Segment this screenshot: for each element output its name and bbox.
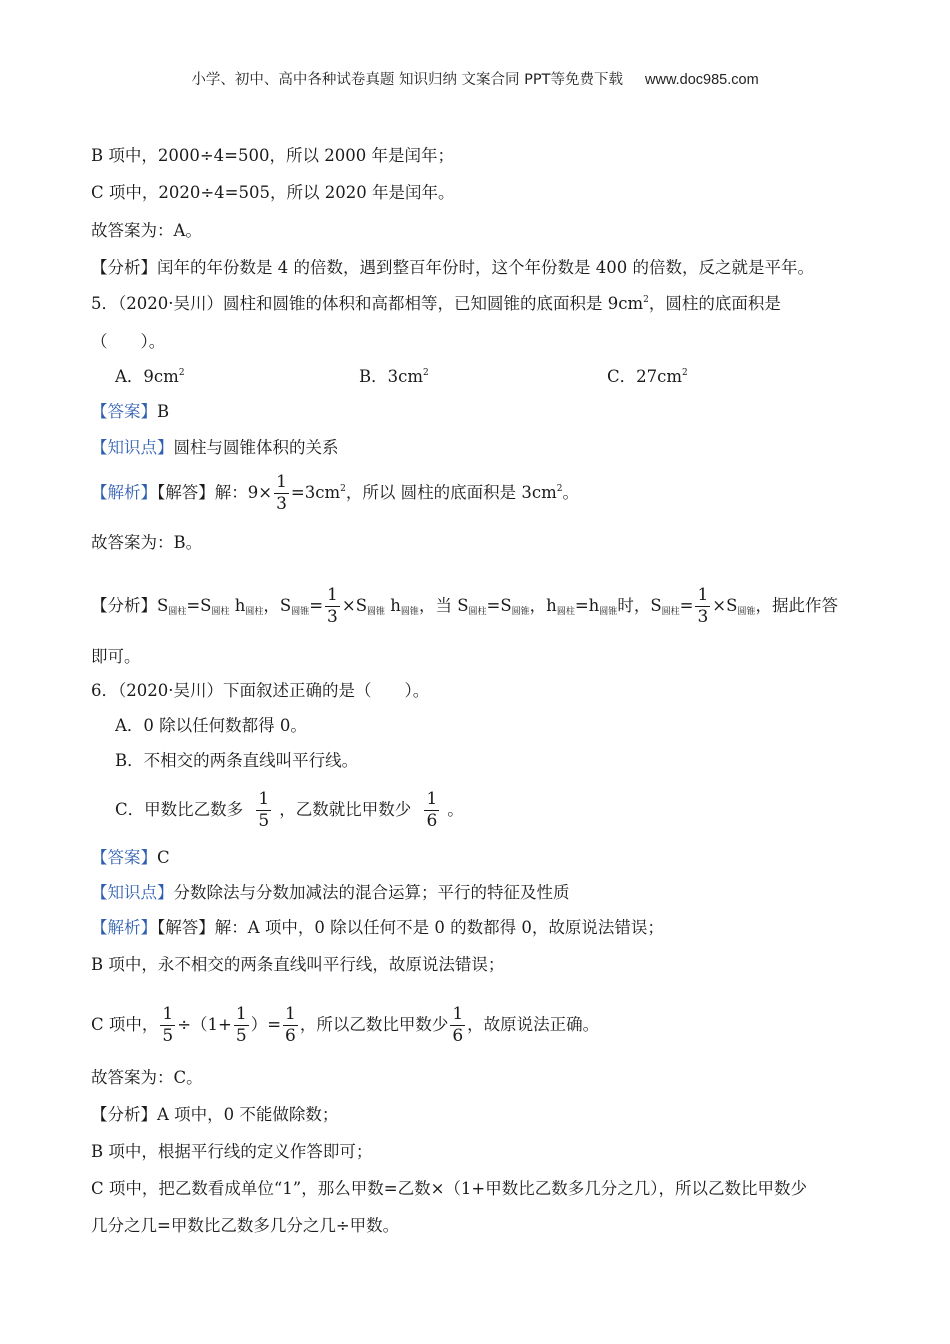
- dang: ，当: [418, 596, 458, 615]
- q6-analysis-c1: C 项中，把乙数看成单位“1”，那么甲数=乙数×（1+甲数比乙数多几分之几），所以乙数比甲数少: [91, 1179, 807, 1198]
- h: h: [546, 596, 557, 615]
- opt-text: A．9cm: [115, 367, 179, 386]
- sub: 圆柱: [661, 607, 680, 617]
- s: S: [200, 596, 212, 615]
- header-url[interactable]: www.doc985.com: [645, 72, 759, 88]
- h: h: [234, 596, 246, 615]
- numerator: 1: [697, 585, 709, 605]
- s: S: [279, 596, 292, 615]
- numerator: 1: [285, 1004, 296, 1024]
- s: S: [726, 596, 738, 615]
- fraction-one-fifth: [234, 1006, 249, 1045]
- q6-analysis-c2: 几分之几=甲数比乙数多几分之几÷甲数。: [91, 1216, 400, 1235]
- q5-answer: [91, 401, 169, 423]
- denominator: 5: [162, 1026, 174, 1046]
- opt-text: B．3cm: [359, 367, 424, 386]
- q5-conclusion: 故答案为：B。: [91, 533, 203, 552]
- numerator: 1: [235, 1004, 247, 1024]
- q6-option-c: [115, 787, 464, 833]
- jd-tag: 【解答】: [157, 918, 215, 937]
- sup: 2: [682, 368, 688, 378]
- q5-explanation: [91, 470, 579, 516]
- s: S: [457, 596, 469, 615]
- numerator: 1: [327, 585, 338, 605]
- sub: 圆柱: [168, 607, 187, 617]
- eq: =: [309, 596, 324, 615]
- q5-stem-text-2: ，圆柱的底面积是: [648, 294, 781, 313]
- opt-text: 。: [447, 800, 464, 819]
- numerator: 1: [276, 472, 287, 492]
- q6-option-a: A．0 除以任何数都得 0。: [115, 716, 307, 735]
- sub: 圆锥: [511, 607, 530, 617]
- q5-analysis-tail: 即可。: [91, 647, 141, 666]
- q6-explanation-b: B 项中，永不相交的两条直线叫平行线，故原说法错误；: [91, 955, 505, 974]
- jx-text: 解：A 项中，0 除以任何不是 0 的数都得 0，故原说法错误；: [214, 918, 664, 937]
- header-text: 小学、初中、高中各种试卷真题 知识归纳 文案合同 PPT等免费下载: [191, 72, 624, 88]
- s: S: [500, 596, 512, 615]
- denominator: 6: [452, 1026, 464, 1046]
- q5-option-c: [607, 366, 688, 388]
- jx-text: ，所以 圆柱的底面积是 3cm: [345, 483, 557, 502]
- kp-text: 分数除法与分数加减法的混合运算；平行的特征及性质: [173, 883, 570, 902]
- denominator: 6: [426, 811, 438, 831]
- jx-text: =3cm: [290, 483, 341, 502]
- jx-tag: 【解析】: [91, 918, 157, 937]
- sub: 圆锥: [599, 607, 618, 617]
- fraction-one-third: [695, 587, 710, 626]
- q6-stem: 6．（2020·吴川）下面叙述正确的是（ ）。: [91, 681, 430, 700]
- sub: 圆柱: [211, 607, 230, 617]
- an-end: ，据此作答: [755, 596, 838, 615]
- sub: 圆锥: [291, 607, 310, 617]
- jx-text: ，所以乙数比甲数少: [299, 1015, 449, 1034]
- fraction-one-third: [325, 587, 340, 626]
- an-text: A 项中，0 不能做除数；: [157, 1105, 339, 1124]
- line-c-item: C 项中，2020÷4=505，所以 2020 年是闰年。: [91, 183, 455, 202]
- q6-explanation-c: [91, 1002, 599, 1048]
- denominator: 5: [235, 1026, 247, 1046]
- fraction-one-fifth: [256, 791, 271, 830]
- s: S: [355, 596, 368, 615]
- jx-text: ÷（1+: [177, 1015, 232, 1034]
- line-answer-a: 故答案为：A。: [91, 221, 202, 240]
- q6-option-b: B．不相交的两条直线叫平行线。: [115, 751, 359, 770]
- answer-tag: 【答案】: [91, 402, 157, 421]
- sup: 2: [178, 368, 185, 378]
- eq: =: [186, 596, 201, 615]
- fraction-one-fifth: [160, 1006, 175, 1045]
- shi: 时，: [617, 596, 651, 615]
- denominator: 5: [258, 811, 270, 831]
- q5-options: [115, 366, 688, 388]
- comma: ，: [529, 596, 547, 615]
- an-tag: 【分析】: [91, 1105, 157, 1124]
- sub: 圆柱: [556, 607, 575, 617]
- numerator: 1: [426, 789, 438, 809]
- denominator: 3: [276, 494, 287, 514]
- jx-text: ，故原说法正确。: [467, 1015, 600, 1034]
- denominator: 6: [285, 1026, 296, 1046]
- eq: =: [486, 596, 501, 615]
- sup: 2: [340, 484, 346, 494]
- comma: ，: [263, 596, 280, 615]
- sup: 2: [556, 484, 563, 494]
- sub: 圆柱: [468, 607, 487, 617]
- jx-text: ）=: [250, 1015, 282, 1034]
- fraction-one-sixth: [424, 791, 439, 830]
- s: S: [650, 596, 662, 615]
- denominator: 3: [327, 607, 338, 627]
- analysis-text: 闰年的年份数是 4 的倍数，遇到整百年份时，这个年份数是 400 的倍数，反之就是平年。: [157, 258, 814, 277]
- mul: ×: [712, 596, 727, 615]
- answer-value: B: [157, 402, 170, 421]
- jx-text: 。: [562, 483, 579, 502]
- eq: =: [574, 596, 589, 615]
- q6-analysis-b: B 项中，根据平行线的定义作答即可；: [91, 1142, 373, 1161]
- analysis-tag: 【分析】: [91, 258, 157, 277]
- q6-conclusion: 故答案为：C。: [91, 1068, 203, 1087]
- an-tag: 【分析】: [91, 596, 157, 615]
- kp-tag: 【知识点】: [91, 883, 174, 902]
- answer-value: C: [157, 848, 170, 867]
- h: h: [390, 596, 401, 615]
- sub: 圆柱: [245, 607, 264, 617]
- jx-text: C 项中，: [91, 1015, 159, 1034]
- numerator: 1: [162, 1004, 174, 1024]
- opt-text: C．27cm: [607, 367, 683, 386]
- kp-tag: 【知识点】: [91, 438, 174, 457]
- s: S: [157, 596, 169, 615]
- numerator: 1: [258, 789, 270, 809]
- sup: 2: [643, 295, 649, 305]
- mul: ×: [341, 596, 356, 615]
- analysis-q4: [91, 257, 814, 279]
- opt-text: C．甲数比乙数多: [115, 800, 244, 819]
- line-b-item: B 项中，2000÷4=500，所以 2000 年是闰年；: [91, 146, 454, 165]
- fraction-one-sixth: [450, 1006, 465, 1045]
- fraction-one-sixth: [283, 1006, 298, 1045]
- sub: 圆锥: [400, 607, 419, 617]
- page-header: [0, 68, 950, 89]
- q5-option-a: [115, 366, 359, 388]
- q6-explanation: [91, 917, 664, 939]
- q6-answer: [91, 847, 170, 869]
- q5-stem-text: 5．（2020·吴川）圆柱和圆锥的体积和高都相等，已知圆锥的底面积是 9cm: [91, 294, 644, 313]
- sub: 圆锥: [367, 607, 386, 617]
- q5-analysis: [91, 583, 838, 635]
- opt-text: ，乙数就比甲数少: [279, 800, 412, 819]
- kp-text: 圆柱与圆锥体积的关系: [173, 438, 339, 457]
- q5-knowledge-point: [91, 437, 339, 459]
- h: h: [588, 596, 600, 615]
- eq: =: [679, 596, 694, 615]
- q6-knowledge-point: [91, 882, 570, 904]
- denominator: 3: [697, 607, 709, 627]
- numerator: 1: [452, 1004, 464, 1024]
- q5-stem: [91, 293, 781, 315]
- q5-option-b: [359, 366, 607, 388]
- q6-analysis-a: [91, 1104, 338, 1126]
- q5-paren: （ ）。: [91, 332, 166, 351]
- jd-tag: 【解答】: [157, 483, 215, 502]
- sub: 圆锥: [737, 607, 756, 617]
- fraction-one-third: [274, 474, 289, 513]
- jx-text: 解：9×: [214, 483, 273, 502]
- jx-tag: 【解析】: [91, 483, 157, 502]
- answer-tag: 【答案】: [91, 848, 157, 867]
- sup: 2: [423, 368, 429, 378]
